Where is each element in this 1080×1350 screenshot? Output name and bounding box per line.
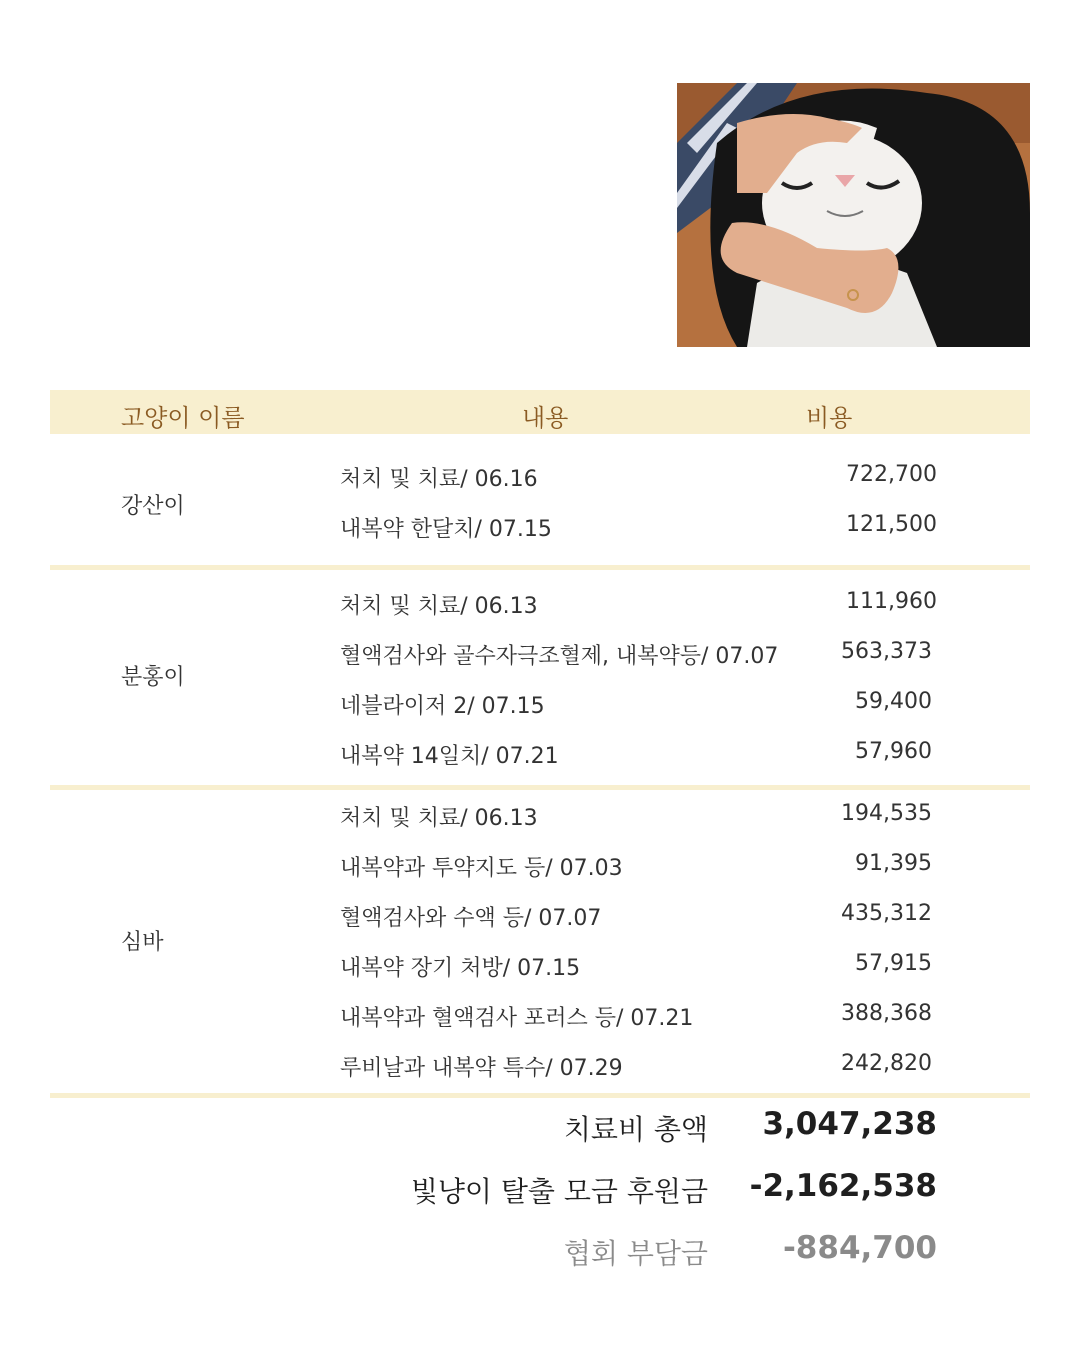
row-desc: 내복약과 투약지도 등/ 07.03 xyxy=(340,856,623,881)
group-divider xyxy=(50,1093,1030,1098)
table-row xyxy=(50,990,1030,1040)
row-desc: 네블라이저 2/ 07.15 xyxy=(340,694,545,719)
row-amount: 91,395 xyxy=(855,851,932,876)
table-row xyxy=(50,790,1030,840)
row-amount: 242,820 xyxy=(841,1051,932,1076)
cat-photo xyxy=(677,83,1030,347)
table-row xyxy=(50,1040,1030,1090)
totals-section xyxy=(0,1100,1080,1286)
cat-name: 강산이 xyxy=(121,494,185,519)
header-content: 내용 xyxy=(522,404,569,432)
table-row xyxy=(50,890,1030,940)
cat-group-bunhong xyxy=(50,570,1030,785)
cat-name: 심바 xyxy=(121,930,164,955)
row-amount: 57,960 xyxy=(855,739,932,764)
total-value: -884,700 xyxy=(782,1230,937,1266)
table-header xyxy=(50,390,1030,434)
row-amount: 435,312 xyxy=(841,901,932,926)
cat-group-gangsan xyxy=(50,434,1030,565)
table-row xyxy=(50,940,1030,990)
row-desc: 처치 및 치료/ 06.13 xyxy=(340,806,538,831)
row-amount: 59,400 xyxy=(855,689,932,714)
total-row-treatment xyxy=(0,1100,1080,1162)
row-desc: 내복약과 혈액검사 포러스 등/ 07.21 xyxy=(340,1006,694,1031)
table-row xyxy=(50,628,1030,678)
table-row xyxy=(50,678,1030,728)
table-row xyxy=(50,501,1030,551)
row-amount: 111,960 xyxy=(846,589,937,614)
cat-name: 분홍이 xyxy=(121,665,185,690)
cat-photo-illustration xyxy=(677,83,1030,347)
row-amount: 722,700 xyxy=(846,462,937,487)
table-row xyxy=(50,451,1030,501)
table-row xyxy=(50,840,1030,890)
total-label: 치료비 총액 xyxy=(563,1113,708,1146)
total-value: -2,162,538 xyxy=(749,1168,937,1204)
row-desc: 루비날과 내복약 특수/ 07.29 xyxy=(340,1056,623,1081)
row-desc: 내복약 한달치/ 07.15 xyxy=(340,517,552,542)
row-desc: 내복약 14일치/ 07.21 xyxy=(340,744,559,769)
row-desc: 혈액검사와 골수자극조혈제, 내복약등/ 07.07 xyxy=(340,644,779,669)
total-label: 협회 부담금 xyxy=(563,1237,708,1270)
row-amount: 388,368 xyxy=(841,1001,932,1026)
row-amount: 563,373 xyxy=(841,639,932,664)
expense-table xyxy=(50,390,1030,1098)
table-row xyxy=(50,578,1030,628)
total-label: 빛냥이 탈출 모금 후원금 xyxy=(410,1175,708,1208)
row-desc: 처치 및 치료/ 06.13 xyxy=(340,594,538,619)
total-value: 3,047,238 xyxy=(762,1106,937,1142)
row-amount: 194,535 xyxy=(841,801,932,826)
row-desc: 처치 및 치료/ 06.16 xyxy=(340,467,538,492)
row-desc: 내복약 장기 처방/ 07.15 xyxy=(340,956,581,981)
total-row-donation xyxy=(0,1162,1080,1224)
header-cat-name: 고양이 이름 xyxy=(121,404,245,432)
row-amount: 57,915 xyxy=(855,951,932,976)
row-amount: 121,500 xyxy=(846,512,937,537)
total-row-association xyxy=(0,1224,1080,1286)
table-row xyxy=(50,728,1030,778)
cat-group-simba xyxy=(50,790,1030,1093)
header-cost: 비용 xyxy=(806,404,853,432)
row-desc: 혈액검사와 수액 등/ 07.07 xyxy=(340,906,602,931)
